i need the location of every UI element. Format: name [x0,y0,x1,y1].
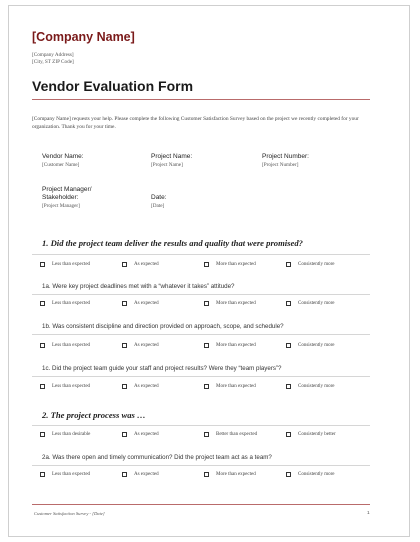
option-q1-4[interactable]: Consistently more [286,262,335,267]
separator [32,425,370,426]
checkbox[interactable] [40,343,45,348]
option-q2-2[interactable]: As expected [122,432,159,437]
checkbox[interactable] [122,262,127,267]
project-manager-label: Project Manager/ [42,186,92,193]
checkbox[interactable] [286,432,291,437]
checkbox[interactable] [204,384,209,389]
checkbox[interactable] [286,384,291,389]
vendor-name-label: Vendor Name: [42,153,84,160]
option-q2-1[interactable]: Less than desirable [40,432,90,437]
checkbox[interactable] [40,301,45,306]
separator [32,334,370,335]
checkbox[interactable] [122,472,127,477]
option-q2a-1[interactable]: Less than expected [40,472,90,477]
project-name-label: Project Name: [151,153,193,160]
checkbox[interactable] [204,343,209,348]
checkbox[interactable] [122,432,127,437]
checkbox[interactable] [40,472,45,477]
option-q1c-2[interactable]: As expected [122,384,159,389]
option-q1b-2[interactable]: As expected [122,343,159,348]
project-manager-value[interactable]: [Project Manager] [42,203,80,209]
option-q1b-3[interactable]: More than expected [204,343,256,348]
option-q1c-3[interactable]: More than expected [204,384,256,389]
checkbox[interactable] [286,472,291,477]
option-q2-3[interactable]: Better than expected [204,432,257,437]
checkbox[interactable] [122,301,127,306]
option-q2a-3[interactable]: More than expected [204,472,256,477]
question-1a: 1a. Were key project deadlines met with a “whatever it takes” attitude? [42,283,235,290]
company-address: [Company Address] [32,52,74,58]
option-q2-4[interactable]: Consistently better [286,432,336,437]
date-value[interactable]: [Date] [151,203,165,209]
checkbox[interactable] [122,343,127,348]
checkbox[interactable] [40,432,45,437]
page-number: 1 [367,511,370,516]
footer-text: Customer Satisfaction Survey - [Date] [34,511,105,516]
question-2: 2. The project process was … [42,410,146,420]
checkbox[interactable] [286,301,291,306]
option-q2a-2[interactable]: As expected [122,472,159,477]
separator [32,254,370,255]
option-q1a-4[interactable]: Consistently more [286,301,335,306]
option-q1c-1[interactable]: Less than expected [40,384,90,389]
question-1b: 1b. Was consistent discipline and direction provided on approach, scope, and schedule? [42,323,284,330]
question-1: 1. Did the project team deliver the results and quality that were promised? [42,238,303,248]
option-q1-1[interactable]: Less than expected [40,262,90,267]
checkbox[interactable] [40,384,45,389]
page-title: Vendor Evaluation Form [32,78,194,94]
option-q1-2[interactable]: As expected [122,262,159,267]
checkbox[interactable] [204,262,209,267]
option-q1-3[interactable]: More than expected [204,262,256,267]
company-city: [City, ST ZIP Code] [32,59,74,65]
option-q1a-1[interactable]: Less than expected [40,301,90,306]
option-q1b-1[interactable]: Less than expected [40,343,90,348]
question-2a: 2a. Was there open and timely communication? Did the project team act as a team? [42,454,272,461]
intro-paragraph: [Company Name] requests your help. Please complete the following Customer Satisfaction Survey based on the project we recently completed for your organization. Thank you for your time. [32,116,359,130]
checkbox[interactable] [204,472,209,477]
project-number-label: Project Number: [262,153,309,160]
vendor-name-value[interactable]: [Customer Name] [42,162,80,168]
option-q1b-4[interactable]: Consistently more [286,343,335,348]
option-q1a-3[interactable]: More than expected [204,301,256,306]
stakeholder-label: Stakeholder: [42,194,79,201]
company-name: [Company Name] [32,30,135,44]
checkbox[interactable] [204,432,209,437]
footer-rule [32,504,370,505]
option-q2a-4[interactable]: Consistently more [286,472,335,477]
project-number-value[interactable]: [Project Number] [262,162,299,168]
title-rule [32,99,370,100]
checkbox[interactable] [40,262,45,267]
date-label: Date: [151,194,167,201]
checkbox[interactable] [286,343,291,348]
checkbox[interactable] [286,262,291,267]
option-q1a-2[interactable]: As expected [122,301,159,306]
separator [32,465,370,466]
project-name-value[interactable]: [Project Name] [151,162,183,168]
question-1c: 1c. Did the project team guide your staff and project results? Were they “team players”? [42,365,282,372]
checkbox[interactable] [204,301,209,306]
separator [32,376,370,377]
separator [32,294,370,295]
checkbox[interactable] [122,384,127,389]
option-q1c-4[interactable]: Consistently more [286,384,335,389]
